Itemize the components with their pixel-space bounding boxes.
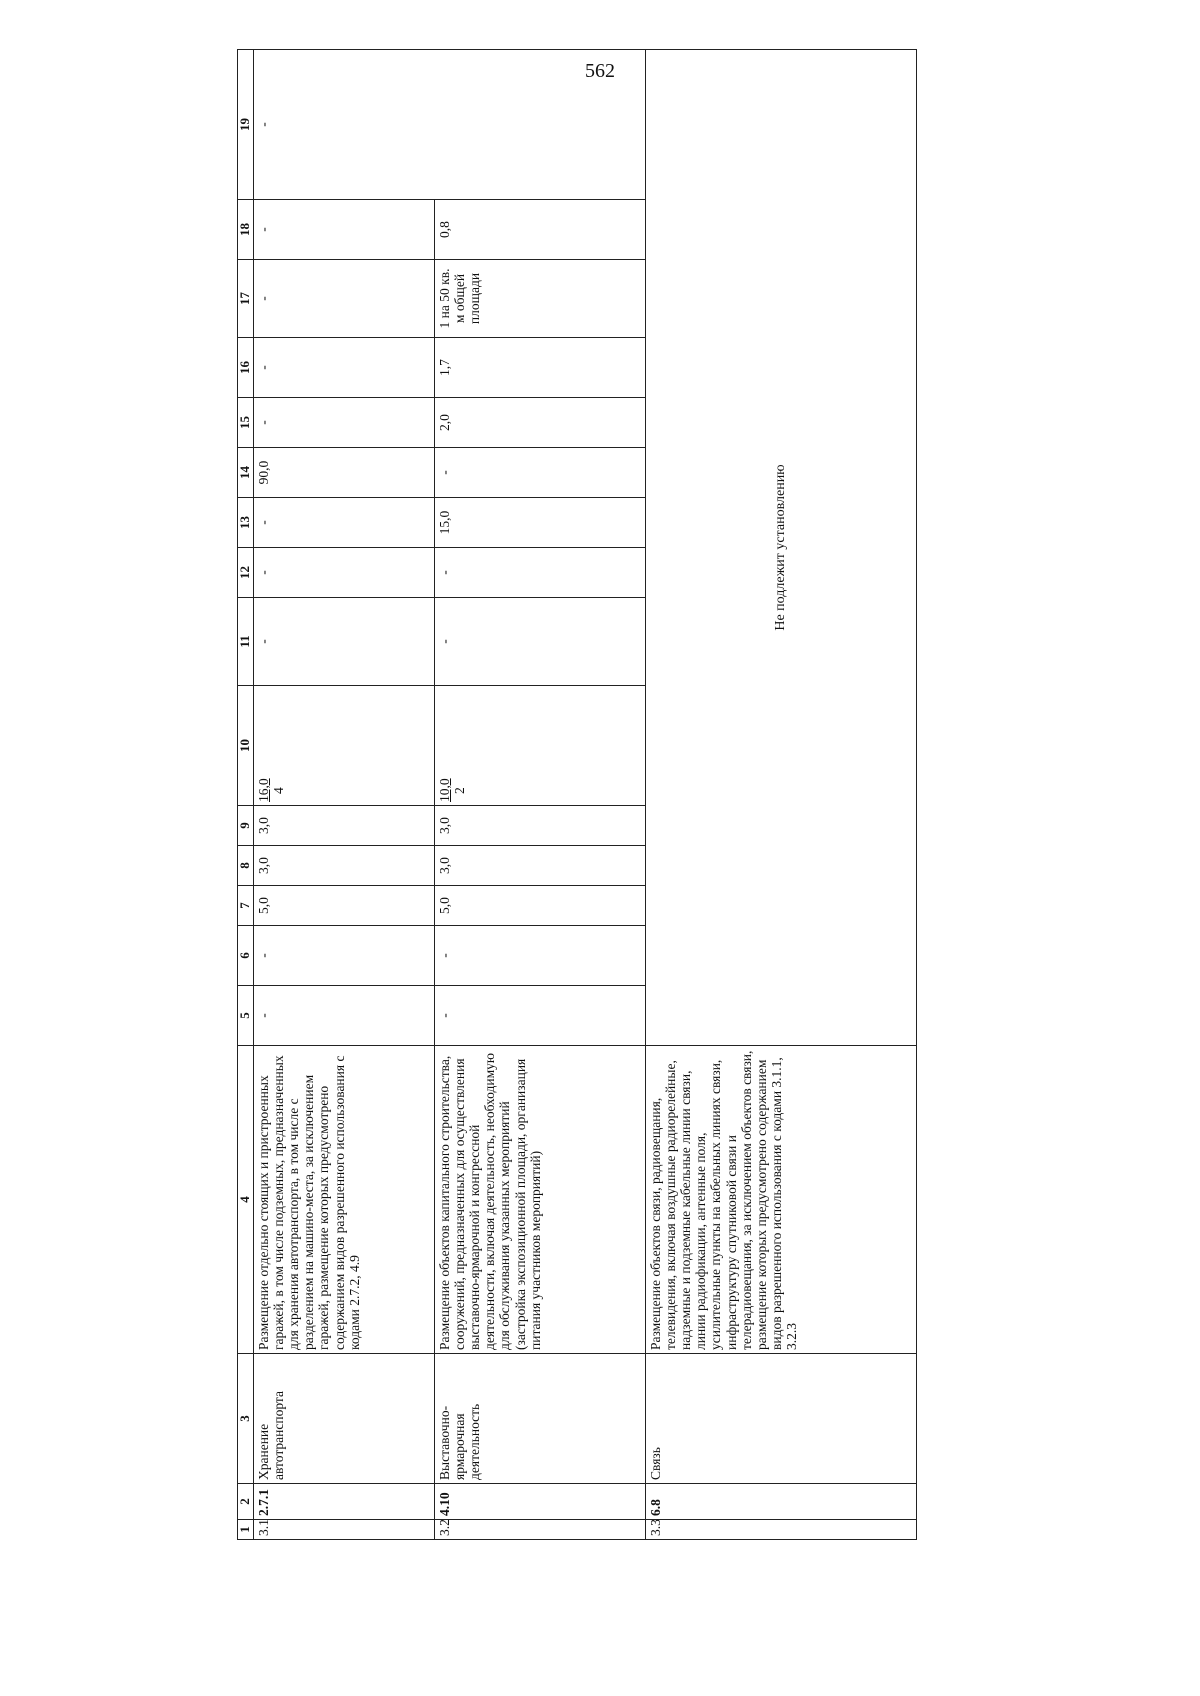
cell-value: - xyxy=(254,260,435,338)
cell-value: 5,0 xyxy=(435,886,646,926)
cell-value: 3,0 xyxy=(254,846,435,886)
cell-value: - xyxy=(254,986,435,1046)
cell-value: 3,0 xyxy=(254,806,435,846)
cell-value: 15,0 xyxy=(435,498,646,548)
cell-value: 1,7 xyxy=(435,338,646,398)
col-header: 8 xyxy=(238,846,254,886)
col-header: 14 xyxy=(238,448,254,498)
cell-value: - xyxy=(254,398,435,448)
col-header: 3 xyxy=(238,1354,254,1484)
cell-value: - xyxy=(254,548,435,598)
col-header: 7 xyxy=(238,886,254,926)
fraction-numerator: 10,0 xyxy=(437,778,452,802)
use-name: Хранение автотранспорта xyxy=(254,1354,435,1484)
col-header: 6 xyxy=(238,926,254,986)
land-use-regulations-table xyxy=(237,49,917,1540)
cell-value: - xyxy=(254,926,435,986)
cell-value: 90,0 xyxy=(254,448,435,498)
cell-value: - xyxy=(435,598,646,686)
cell-value: 3,0 xyxy=(435,806,646,846)
fraction-value xyxy=(254,686,435,806)
cell-value: - xyxy=(435,448,646,498)
use-code: 2.7.1 xyxy=(254,1484,435,1520)
col-header: 4 xyxy=(238,1046,254,1354)
use-description: Размещение объектов связи, радиовещания, телевидения, включая воздушные радиорелейные, надземные и подземные кабельные линии связи, линии радиофикации, антенные поля, усилительные пункты на кабельных линиях связи, инфраструктуру спутниковой связи и телерадиовещания, за исключением объектов связи, размещение которых предусмотрено содержанием видов разрешенного использования с кодами 3.1.1, 3.2.3 xyxy=(646,1046,917,1354)
table-row xyxy=(254,50,435,1540)
col-header: 12 xyxy=(238,548,254,598)
col-header: 17 xyxy=(238,260,254,338)
page-number: 562 xyxy=(585,60,615,82)
row-number: 3.3 xyxy=(646,1520,917,1540)
use-code: 6.8 xyxy=(646,1484,917,1520)
cell-value: - xyxy=(254,498,435,548)
cell-value: 2,0 xyxy=(435,398,646,448)
cell-value: 5,0 xyxy=(254,886,435,926)
cell-value: - xyxy=(254,200,435,260)
col-header: 16 xyxy=(238,338,254,398)
merged-cell-not-established: Не подлежит установлению xyxy=(646,50,917,1046)
fraction-denominator: 4 xyxy=(271,787,287,794)
cell-value: 1 на 50 кв. м общей площади xyxy=(435,260,646,338)
col-header: 18 xyxy=(238,200,254,260)
cell-value: - xyxy=(435,926,646,986)
cell-value: - xyxy=(435,986,646,1046)
col-header: 13 xyxy=(238,498,254,548)
col-header: 10 xyxy=(238,686,254,806)
col-header: 9 xyxy=(238,806,254,846)
row-number: 3.2 xyxy=(435,1520,646,1540)
use-description: Размещение отдельно стоящих и пристроенных гаражей, в том числе подземных, предназначенных для хранения автотранспорта, в том числе с разделением на машино-места, за исключением гаражей, размещение которых предусмотрено содержанием видов разрешенного использования с кодами 2.7.2, 4.9 xyxy=(254,1046,435,1354)
use-name: Выставочно-ярмарочная деятельность xyxy=(435,1354,646,1484)
col-header: 15 xyxy=(238,398,254,448)
table-row xyxy=(435,50,646,1540)
col-header: 2 xyxy=(238,1484,254,1520)
rotated-table-container xyxy=(237,118,905,1540)
fraction-numerator: 16,0 xyxy=(256,778,271,802)
cell-value: 3,0 xyxy=(435,846,646,886)
col-header: 1 xyxy=(238,1520,254,1540)
header-row xyxy=(238,50,254,1540)
fraction-denominator: 2 xyxy=(452,787,468,794)
cell-value: 0,8 xyxy=(435,200,646,260)
col-header: 11 xyxy=(238,598,254,686)
cell-value: - xyxy=(435,548,646,598)
fraction-value xyxy=(435,686,646,806)
cell-value: - xyxy=(254,338,435,398)
cell-value: - xyxy=(254,50,646,200)
col-header: 5 xyxy=(238,986,254,1046)
col-header: 19 xyxy=(238,50,254,200)
row-number: 3.1 xyxy=(254,1520,435,1540)
use-code: 4.10 xyxy=(435,1484,646,1520)
use-name: Связь xyxy=(646,1354,917,1484)
table-row xyxy=(646,50,917,1540)
use-description: Размещение объектов капитального строительства, сооружений, предназначенных для осуществления выставочно-ярмарочной и конгрессной деятельности, включая деятельность, необходимую для обслуживания указанных мероприятий (застройка экспозиционной площади, организация питания участников мероприятий) xyxy=(435,1046,646,1354)
cell-value: - xyxy=(254,598,435,686)
